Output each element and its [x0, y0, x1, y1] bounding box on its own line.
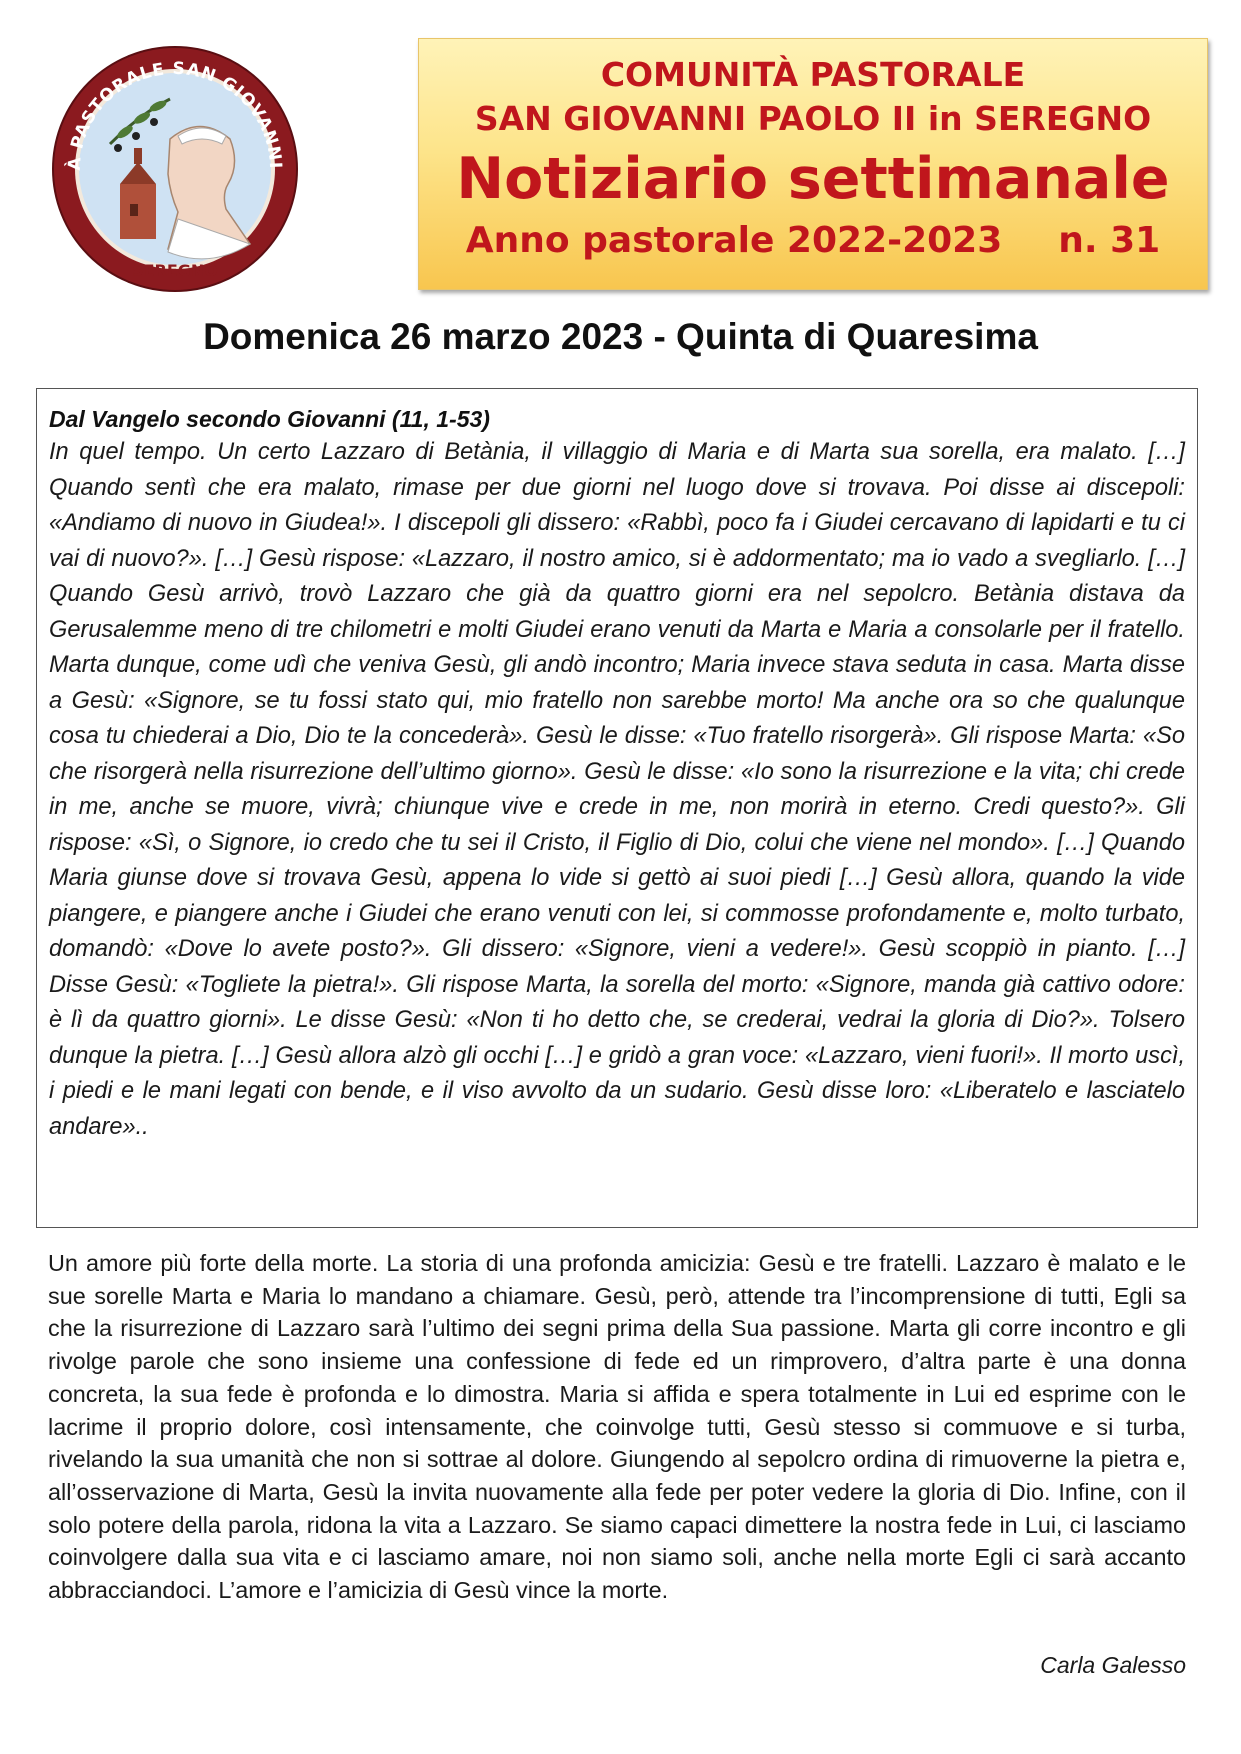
- pastoral-year: Anno pastorale 2022-2023: [465, 220, 1003, 261]
- community-logo: [50, 44, 300, 294]
- pastoral-year-row: [419, 217, 1207, 265]
- logo-seal-icon: [50, 44, 300, 294]
- logo-ring-text: À PASTORALE SAN GIOVANNI: [64, 58, 286, 172]
- logo-bottom-text: SEREGNO: [132, 261, 218, 280]
- page-title: Domenica 26 marzo 2023 - Quinta di Quaresima: [203, 316, 1038, 357]
- issue-number: n. 31: [1058, 220, 1161, 261]
- newsletter-title: Notiziario settimanale: [456, 146, 1170, 212]
- gospel-text: In quel tempo. Un certo Lazzaro di Betània, il villaggio di Maria e di Marta sua sorella, era malato. […] Quando sentì che era malato, rimase per due giorni nel luogo dove si trovava. Poi disse ai discepoli: «Andiamo di nuovo in Giudea!». I discepoli gli dissero: «Rabbì, poco fa i Giudei cercavano di lapidarti e tu ci vai di nuovo?». […] Gesù rispose: «Lazzaro, il nostro amico, si è addormentato; ma io vado a svegliarlo. […] Quando Gesù arrivò, trovò Lazzaro che già da quattro giorni era nel sepolcro. Betània distava da Gerusalemme meno di tre chilometri e molti Giudei erano venuti da Marta e Maria a consolarle per il fratello. Marta dunque, come udì che veniva Gesù, gli andò incontro; Maria invece stava seduta in casa. Marta disse a Gesù: «Signore, se tu fossi stato qui, mio fratello non sarebbe morto! Ma anche ora so che qualunque cosa tu chiederai a Dio, Dio te la concederà». Gesù le disse: «Tuo fratello risorgerà». Gli rispose Marta: «So che risorgerà nella risurrezione dell’ultimo giorno». Gesù le disse: «Io sono la risurrezione e la vita; chi crede in me, anche se muore, vivrà; chiunque vive e crede in me, non morirà in eterno. Credi questo?». Gli rispose: «Sì, o Signore, io credo che tu sei il Cristo, il Figlio di Dio, colui che viene nel mondo». […] Quando Maria giunse dove si trovava Gesù, appena lo vide si gettò ai suoi piedi […] Gesù allora, quando la vide piangere, e piangere anche i Giudei che erano venuti con lei, si commosse profondamente e, molto turbato, domandò: «Dove lo avete posto?». Gli dissero: «Signore, vieni a vedere!». Gesù scoppiò in pianto. […] Disse Gesù: «Togliete la pietra!». Gli rispose Marta, la sorella del morto: «Signore, manda già cattivo odore: è lì da quattro giorni». Le disse Gesù: «Non ti ho detto che, se crederai, vedrai la gloria di Dio?». Tolsero dunque la pietra. […] Gesù allora alzò gli occhi […] e gridò a gran voce: «Lazzaro, vieni fuori!». Il morto uscì, i piedi e le mani legati con bende, e il viso avvolto da un sudario. Gesù disse loro: «Liberatelo e lasciatelo andare»..: [49, 439, 1185, 1140]
- header-banner: [418, 38, 1208, 290]
- gospel-box: [36, 388, 1198, 1228]
- commentary-text: Un amore più forte della morte. La storia di una profonda amicizia: Gesù e tre fratelli. Lazzaro è malato e le sue sorelle Marta e Maria lo mandano a chiamare. Gesù, però, attende tra l’incomprensione di tutti, Egli sa che la risurrezione di Lazzaro sarà l’ultimo dei segni prima della Sua passione. Marta gli corre incontro e gli rivolge parole che sono insieme una confessione di fede ed un rimprovero, d’altra parte è una donna concreta, la sua fede è profonda e lo dimostra. Maria si affida e spera totalmente in Lui ed esprime con le lacrime il proprio dolore, così intensamente, che coinvolge tutti, Gesù stesso si commuove e si turba, rivelando la sua umanità che non si sottrae al dolore. Giungendo al sepolcro ordina di rimuoverne la pietra e, all’osservazione di Marta, Gesù la invita nuovamente alla fede per poter vedere la gloria di Dio. Infine, con il solo potere della parola, ridona la vita a Lazzaro. Se siamo capaci dimettere la nostra fede in Lui, ci lasciamo coinvolgere dalla sua vita e ci lasciamo amare, noi non siamo soli, anche nella morte Egli ci sarà accanto abbracciandoci. L’amore e l’amicizia di Gesù vince la morte.: [48, 1250, 1186, 1604]
- community-name-line1: COMUNITÀ PASTORALE: [600, 55, 1026, 94]
- gospel-heading: Dal Vangelo secondo Giovanni (11, 1-53): [49, 406, 490, 432]
- commentary-author: Carla Galesso: [1040, 1652, 1186, 1678]
- community-name-line2: SAN GIOVANNI PAOLO II in SEREGNO: [474, 99, 1152, 138]
